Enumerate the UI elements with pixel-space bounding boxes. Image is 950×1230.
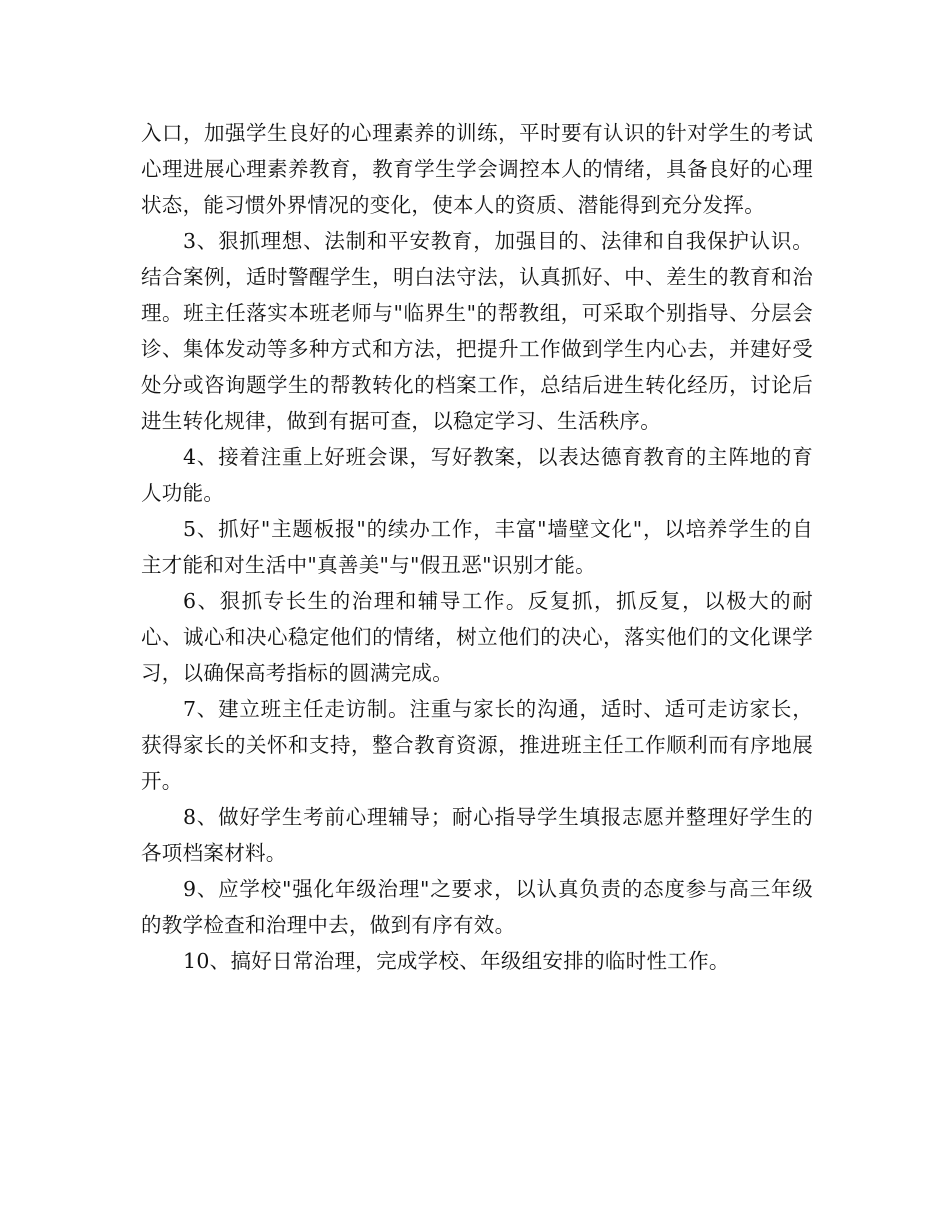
paragraph-item-6: 6、狠抓专长生的治理和辅导工作。反复抓，抓反复，以极大的耐心、诚心和决心稳定他们的情绪，树立他们的决心，落实他们的文化课学习，以确保高考指标的圆满完成。: [141, 589, 813, 685]
paragraph-item-10: 10、搞好日常治理，完成学校、年级组安排的临时性工作。: [183, 949, 730, 973]
paragraph-continuation: 入口，加强学生良好的心理素养的训练，平时要有认识的针对学生的考试心理进展心理素养教育，教育学生学会调控本人的情绪，具备良好的心理状态，能习惯外界情况的变化，使本人的资质、潜能得到充分发挥。: [141, 121, 813, 217]
paragraph-item-9: 9、应学校"强化年级治理"之要求，以认真负责的态度参与高三年级的教学检查和治理中去，做到有序有效。: [141, 877, 813, 937]
paragraph-item-8: 8、做好学生考前心理辅导；耐心指导学生填报志愿并整理好学生的各项档案材料。: [141, 805, 813, 865]
paragraph-item-3: 3、狠抓理想、法制和平安教育，加强目的、法律和自我保护认识。结合案例，适时警醒学生，明白法守法，认真抓好、中、差生的教育和治理。班主任落实本班老师与"临界生"的帮教组，可采取个别指导、分层会诊、集体发动等多种方式和方法，把提升工作做到学生内心去，并建好受处分或咨询题学生的帮教转化的档案工作，总结后进生转化经历，讨论后进生转化规律，做到有据可查，以稳定学习、生活秩序。: [141, 229, 813, 433]
document-body: [141, 115, 813, 979]
paragraph-item-7: 7、建立班主任走访制。注重与家长的沟通，适时、适可走访家长，获得家长的关怀和支持，整合教育资源，推进班主任工作顺利而有序地展开。: [141, 697, 813, 793]
paragraph-item-5: 5、抓好"主题板报"的续办工作，丰富"墙壁文化"，以培养学生的自主才能和对生活中"真善美"与"假丑恶"识别才能。: [141, 517, 813, 577]
paragraph-item-4: 4、接着注重上好班会课，写好教案，以表达德育教育的主阵地的育人功能。: [141, 445, 813, 505]
